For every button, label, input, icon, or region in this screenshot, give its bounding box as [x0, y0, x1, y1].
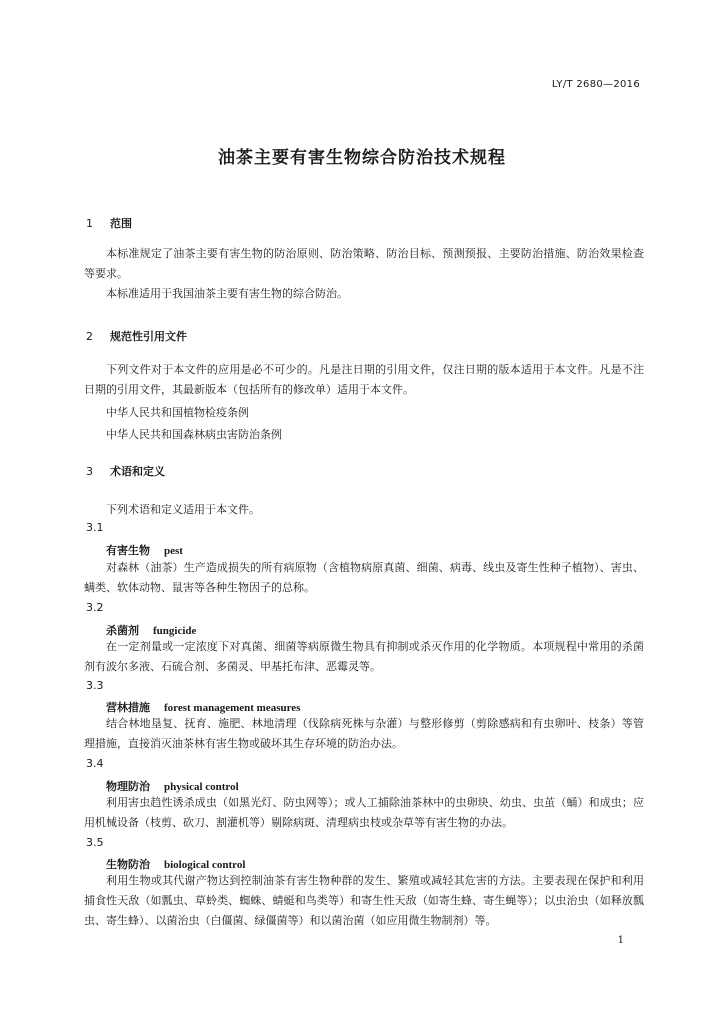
- document-title: 油茶主要有害生物综合防治技术规程: [218, 148, 506, 168]
- reference-doc-1: 中华人民共和国植物检疫条例: [106, 406, 249, 419]
- section-number: 2: [86, 330, 93, 343]
- term-heading: [106, 856, 245, 872]
- section-number: 3: [86, 465, 93, 478]
- section-title: 规范性引用文件: [110, 330, 187, 343]
- term-definition: 在一定剂量或一定浓度下对真菌、细菌等病原微生物具有抑制或杀灭作用的化学物质。本项规程中常用的杀菌剂有波尔多液、石硫合剂、多菌灵、甲基托布津、恶霉灵等。: [84, 640, 644, 673]
- term-number: 3.3: [86, 679, 104, 692]
- term-cn: 杀菌剂: [106, 624, 139, 637]
- term-number: 3.5: [86, 836, 104, 849]
- term-definition: 结合林地垦复、抚育、施肥、林地清理（伐除病死株与杂灌）与整形修剪（剪除感病和有虫卵叶、枝条）等管理措施，直接消灭油茶林有害生物或破坏其生存环境的防治办法。: [84, 717, 644, 750]
- term-en: fungicide: [153, 625, 197, 637]
- term-heading: [106, 778, 239, 794]
- standard-code: LY/T 2680—2016: [551, 79, 640, 90]
- term-cn: 营林措施: [106, 701, 150, 714]
- term-definition: 对森林（油茶）生产造成损失的所有病原物（含植物病原真菌、细菌、病毒、线虫及寄生性种子植物）、害虫、螨类、软体动物、鼠害等各种生物因子的总称。: [84, 561, 644, 594]
- term-number: 3.4: [86, 757, 104, 770]
- term-number: 3.1: [86, 521, 104, 534]
- term-number: 3.2: [86, 601, 104, 614]
- term-cn: 有害生物: [106, 544, 150, 557]
- scope-paragraph-1: 本标准规定了油茶主要有害生物的防治原则、防治策略、防治目标、预测预报、主要防治措施、防治效果检查等要求。: [84, 247, 644, 280]
- term-en: biological control: [164, 859, 246, 871]
- term-cn: 物理防治: [106, 780, 150, 793]
- term-heading: [106, 699, 300, 715]
- term-en: forest management measures: [164, 702, 301, 714]
- term-heading: [106, 542, 183, 558]
- term-en: pest: [164, 545, 183, 557]
- section-heading-terms: [86, 463, 165, 479]
- section-title: 范围: [110, 217, 132, 230]
- term-definition: 利用害虫趋性诱杀成虫（如黑光灯、防虫网等）；或人工捕除油茶林中的虫卵块、幼虫、虫茧（蛹）和成虫；应用机械设备（枝剪、砍刀、割灌机等）剔除病斑、清理病虫枝或杂草等有害生物的办法。: [84, 796, 644, 829]
- terms-intro: 下列术语和定义适用于本文件。: [106, 503, 260, 516]
- page-number: 1: [617, 935, 624, 946]
- section-heading-scope: [86, 215, 132, 231]
- section-heading-references: [86, 328, 187, 344]
- section-number: 1: [86, 217, 93, 230]
- scope-paragraph-2: 本标准适用于我国油茶主要有害生物的综合防治。: [106, 287, 348, 300]
- references-paragraph: 下列文件对于本文件的应用是必不可少的。凡是注日期的引用文件，仅注日期的版本适用于本文件。凡是不注日期的引用文件，其最新版本（包括所有的修改单）适用于本文件。: [84, 363, 644, 396]
- reference-doc-2: 中华人民共和国森林病虫害防治条例: [106, 428, 282, 441]
- section-title: 术语和定义: [110, 465, 165, 478]
- term-definition: 利用生物或其代谢产物达到控制油茶有害生物种群的发生、繁殖或减轻其危害的方法。主要表现在保护和利用捕食性天敌（如瓢虫、草蛉类、蜘蛛、蜻蜓和鸟类等）和寄生性天敌（如寄生蜂、寄生蝇等）；以虫治虫（如释放瓢虫、寄生蜂）、以菌治虫（白僵菌、绿僵菌等）和以菌治菌（如应用微生物制剂）等。: [84, 874, 644, 927]
- term-cn: 生物防治: [106, 858, 150, 871]
- term-en: physical control: [164, 781, 239, 793]
- term-heading: [106, 622, 196, 638]
